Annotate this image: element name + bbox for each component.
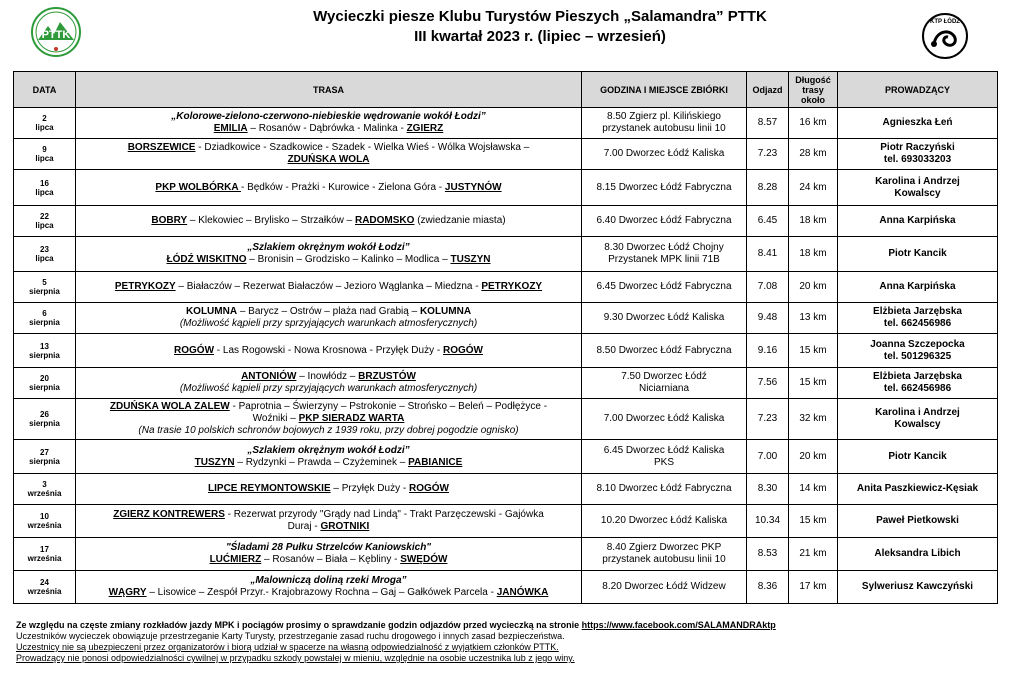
meeting-line: Przystanek MPK linii 71B	[608, 254, 720, 265]
svg-text:PTTK: PTTK	[41, 29, 71, 41]
date-month: września	[27, 554, 62, 563]
table-row	[14, 272, 998, 303]
date-cell	[14, 440, 76, 474]
date-cell	[14, 303, 76, 334]
route-place-name: ZDUŃSKA WOLA	[287, 154, 370, 165]
date-day: 24	[40, 578, 49, 587]
date-month: września	[27, 489, 62, 498]
route-line	[79, 111, 578, 123]
leader-line: tel. 501296325	[883, 350, 952, 362]
date-day: 22	[40, 212, 49, 221]
meeting-line: 8.20 Dworzec Łódź Widzew	[602, 581, 726, 592]
leader-line: tel. 693033203	[883, 154, 952, 165]
length-cell: 18 km	[789, 206, 838, 237]
route-place-name: PKP SIERADZ WARTA	[298, 413, 405, 424]
meeting-line: 10.20 Dworzec Łódź Kaliska	[600, 515, 728, 526]
route-line	[79, 123, 578, 135]
table-row	[14, 571, 998, 604]
route-line	[79, 445, 578, 457]
date-day: 20	[40, 374, 49, 383]
date-cell	[14, 571, 76, 604]
meeting-line: 8.15 Dworzec Łódź Fabryczna	[596, 181, 732, 193]
route-cell	[76, 139, 582, 170]
route-title: "Śladami 28 Pułku Strzelców Kaniowskich"	[225, 542, 432, 553]
route-cell	[76, 272, 582, 303]
meeting-cell	[582, 272, 747, 303]
route-line	[79, 318, 578, 330]
date-cell	[14, 139, 76, 170]
leader-line: Paweł Pietkowski	[876, 515, 959, 526]
meeting-cell	[582, 108, 747, 139]
meeting-line: 8.50 Zgierz pl. Kilińskiego	[607, 111, 721, 122]
meeting-line: 8.10 Dworzec Łódź Fabryczna	[596, 483, 732, 494]
footer-note-rules: Uczestników wycieczek obowiązuje przestrzeganie Karty Turysty, przestrzeganie zasad ruchu drogowego i innych zasad bezpieczeństwa.	[16, 631, 565, 641]
table-row	[14, 474, 998, 505]
route-note: (Na trasie 10 polskich schronów bojowych z 1939 roku, przy dobrej pogodzie ognisko)	[138, 425, 519, 436]
date-month: lipca	[35, 221, 54, 230]
leader-line: tel. 662456986	[883, 383, 952, 394]
route-line	[79, 554, 578, 566]
length-cell: 32 km	[789, 399, 838, 440]
date-cell	[14, 206, 76, 237]
route-note: (Możliwość kąpieli przy sprzyjających warunkach atmosferycznych)	[179, 383, 478, 394]
route-title: „Szlakiem okrężnym wokół Łodzi”	[247, 444, 410, 456]
meeting-line: 8.30 Dworzec Łódź Chojny	[604, 242, 724, 253]
leader-line: Agnieszka Łeń	[882, 117, 953, 128]
meeting-line: 7.00 Dworzec Łódź Kaliska	[603, 148, 725, 159]
meeting-cell	[582, 368, 747, 399]
leader-cell	[838, 108, 998, 139]
route-text: – Rosanów – Biała – Kębliny -	[261, 554, 401, 565]
route-place-name: TUSZYN	[450, 254, 491, 265]
meeting-cell	[582, 303, 747, 334]
leader-line: Anna Karpińska	[879, 281, 956, 292]
route-text: Duraj -	[287, 521, 321, 532]
date-month: lipca	[35, 254, 54, 263]
meeting-line: 8.40 Zgierz Dworzec PKP	[606, 542, 722, 553]
meeting-cell	[582, 440, 747, 474]
date-day: 5	[42, 278, 47, 287]
meeting-cell	[582, 505, 747, 538]
route-cell	[76, 571, 582, 604]
date-month: sierpnia	[29, 287, 60, 296]
route-place-name: ZDUŃSKA WOLA ZALEW	[109, 401, 230, 412]
route-text: – Lisowice – Zespół Przyr.- Krajobrazowy Rochna – Gaj – Gałkówek Parcela -	[146, 587, 497, 598]
departure-cell: 8.53	[747, 538, 789, 571]
leader-line: Sylweriusz Kawczyński	[861, 581, 974, 592]
date-cell	[14, 334, 76, 368]
route-cell	[76, 303, 582, 334]
date-cell	[14, 538, 76, 571]
route-line	[79, 182, 578, 194]
route-line	[79, 345, 578, 357]
date-day: 16	[40, 178, 49, 188]
date-day: 6	[42, 309, 47, 318]
route-line	[79, 142, 578, 154]
length-cell: 15 km	[789, 334, 838, 368]
route-cell	[76, 206, 582, 237]
date-month: lipca	[35, 187, 54, 197]
date-day: 23	[40, 245, 49, 254]
route-place-name: PABIANICE	[408, 456, 463, 468]
table-row	[14, 399, 998, 440]
date-cell	[14, 505, 76, 538]
date-month: września	[27, 587, 62, 596]
table-header-row	[14, 72, 998, 108]
length-cell: 15 km	[789, 505, 838, 538]
meeting-cell	[582, 206, 747, 237]
route-line	[79, 281, 578, 293]
route-cell	[76, 399, 582, 440]
route-line	[79, 483, 578, 495]
leader-cell	[838, 505, 998, 538]
route-text: – Inowłódz –	[296, 371, 359, 382]
route-cell	[76, 170, 582, 206]
route-text: – Białaczów – Rezerwat Białaczów – Jezioro Wąglanka – Miedzna -	[175, 281, 482, 292]
leader-line: Kowalscy	[894, 419, 941, 430]
leader-line: Anita Paszkiewicz-Kęsiak	[856, 483, 979, 494]
route-line	[79, 509, 578, 521]
table-row	[14, 237, 998, 272]
page-title: Wycieczki piesze Klubu Turystów Pieszych „Salamandra” PTTK	[313, 8, 767, 25]
route-text: (zwiedzanie miasta)	[414, 215, 506, 226]
meeting-cell	[582, 139, 747, 170]
meeting-cell	[582, 538, 747, 571]
route-line	[79, 575, 578, 587]
meeting-line: PKS	[653, 456, 674, 468]
column-header-meeting: GODZINA I MIEJSCE ZBIÓRKI	[582, 72, 747, 108]
route-cell	[76, 108, 582, 139]
route-line	[79, 587, 578, 599]
table-row	[14, 303, 998, 334]
departure-cell: 7.08	[747, 272, 789, 303]
route-text: – Rosanów - Dąbrówka - Malinka -	[247, 123, 407, 134]
route-text: - Dziadkowice - Szadkowice - Szadek - Wielka Wieś - Wólka Wojsławska –	[195, 142, 530, 153]
footer-note-insurance: Uczestnicy nie są ubezpieczeni przez organizatorów i biorą udział w spacerze na własną odpowiedzialność z wyjątkiem członków PTTK.	[16, 642, 559, 652]
route-place-name: SWĘDÓW	[400, 554, 448, 565]
leader-line: Piotr Kancik	[888, 450, 947, 462]
meeting-cell	[582, 170, 747, 206]
route-line	[79, 215, 578, 227]
route-text: Woźniki –	[252, 413, 299, 424]
leader-cell	[838, 272, 998, 303]
route-place-name: TUSZYN	[194, 456, 235, 468]
route-title: „Szlakiem okrężnym wokół Łodzi”	[247, 242, 410, 253]
leader-line: Elżbieta Jarzębska	[873, 371, 962, 382]
meeting-line: 7.50 Dworzec Łódź	[621, 371, 707, 382]
meeting-cell	[582, 474, 747, 505]
meeting-cell	[582, 334, 747, 368]
route-place-name: EMILIA	[213, 123, 248, 134]
route-place-name: BORSZEWICE	[127, 142, 196, 153]
departure-cell: 10.34	[747, 505, 789, 538]
route-place-name: KOLUMNA	[185, 306, 238, 317]
route-place-name: WĄGRY	[108, 587, 147, 598]
meeting-line: przystanek autobusu linii 10	[602, 123, 726, 134]
date-day: 10	[40, 512, 49, 521]
leader-cell	[838, 303, 998, 334]
meeting-cell	[582, 399, 747, 440]
route-text: – Przyłęk Duży -	[330, 483, 409, 494]
date-month: sierpnia	[29, 383, 60, 392]
route-line	[79, 154, 578, 166]
leader-line: Anna Karpińska	[879, 215, 956, 226]
leader-cell	[838, 538, 998, 571]
departure-cell: 8.28	[747, 170, 789, 206]
route-cell	[76, 440, 582, 474]
page-header	[0, 0, 1024, 70]
route-place-name: BOBRY	[151, 215, 188, 226]
footer-note-text: Ze względu na częste zmiany rozkładów jazdy MPK i pociągów prosimy o sprawdzanie godzin odjazdów przed wycieczką na stronie	[16, 620, 582, 630]
route-line	[79, 306, 578, 318]
leader-cell	[838, 571, 998, 604]
departure-cell: 7.56	[747, 368, 789, 399]
leader-cell	[838, 206, 998, 237]
departure-cell: 6.45	[747, 206, 789, 237]
leader-line: Piotr Kancik	[888, 248, 947, 259]
leader-cell	[838, 474, 998, 505]
date-day: 2	[42, 114, 47, 123]
table-row	[14, 170, 998, 206]
route-cell	[76, 538, 582, 571]
date-month: lipca	[35, 154, 54, 163]
leader-cell	[838, 440, 998, 474]
column-header-departure: Odjazd	[747, 72, 789, 108]
route-text: – Bronisin – Grodzisko – Kalinko – Modlica –	[246, 254, 451, 265]
svg-text:KTP ŁÓDŹ: KTP ŁÓDŹ	[930, 19, 960, 25]
route-place-name: ZGIERZ	[406, 123, 444, 134]
route-text: – Rydzynki – Prawda – Czyżeminek –	[234, 456, 409, 468]
leader-line: tel. 662456986	[883, 318, 952, 329]
leader-line: Aleksandra Libich	[874, 548, 961, 559]
date-month: sierpnia	[29, 419, 60, 428]
leader-line: Joanna Szczepocka	[870, 338, 965, 350]
date-month: sierpnia	[29, 456, 60, 466]
date-cell	[14, 170, 76, 206]
route-text: - Rezerwat przyrody "Grądy nad Lindą" - Trakt Parzęczewski - Gajówka	[224, 509, 544, 520]
table-row	[14, 440, 998, 474]
length-cell: 13 km	[789, 303, 838, 334]
length-cell: 15 km	[789, 368, 838, 399]
date-cell	[14, 237, 76, 272]
leader-cell	[838, 368, 998, 399]
route-text: - Będków - Prażki - Kurowice - Zielona Góra -	[240, 181, 445, 193]
column-header-leader: PROWADZĄCY	[838, 72, 998, 108]
date-month: września	[27, 521, 62, 530]
route-place-name: PETRYKOZY	[481, 281, 543, 292]
route-text: – Barycz – Ostrów – plaża nad Grabią –	[237, 306, 420, 317]
route-place-name: ZGIERZ KONTREWERS	[113, 509, 225, 520]
footer-note-liability: Prowadzący nie ponosi odpowiedzialności cywilnej w przypadku szkody powstałej w mieniu, względnie na osobie uczestnika lub z jego winy.	[16, 653, 575, 663]
column-header-route: TRASA	[76, 72, 582, 108]
date-day: 9	[42, 145, 47, 154]
route-title: „Malowniczą doliną rzeki Mroga”	[250, 575, 407, 586]
route-place-name: PETRYKOZY	[114, 281, 176, 292]
date-month: sierpnia	[29, 350, 60, 360]
date-cell	[14, 272, 76, 303]
route-line	[79, 425, 578, 437]
route-cell	[76, 368, 582, 399]
length-cell: 24 km	[789, 170, 838, 206]
date-day: 26	[40, 410, 49, 419]
column-header-date: DATA	[14, 72, 76, 108]
length-cell: 20 km	[789, 272, 838, 303]
length-cell: 21 km	[789, 538, 838, 571]
route-line	[79, 383, 578, 395]
meeting-line: 7.00 Dworzec Łódź Kaliska	[603, 413, 725, 424]
date-day: 27	[40, 447, 49, 457]
departure-cell: 8.30	[747, 474, 789, 505]
leader-cell	[838, 334, 998, 368]
meeting-line: Niciarniana	[638, 383, 690, 394]
meeting-line: 8.50 Dworzec Łódź Fabryczna	[596, 344, 732, 356]
length-cell: 28 km	[789, 139, 838, 170]
date-day: 3	[42, 480, 47, 489]
table-row	[14, 206, 998, 237]
route-line	[79, 401, 578, 413]
route-line	[79, 413, 578, 425]
route-line	[79, 542, 578, 554]
route-place-name: KOLUMNA	[419, 306, 472, 317]
route-line	[79, 457, 578, 469]
pttk-logo-icon	[30, 6, 82, 58]
route-place-name: ROGÓW	[174, 344, 215, 356]
leader-cell	[838, 399, 998, 440]
route-place-name: LIPCE REYMONTOWSKIE	[208, 483, 331, 494]
leader-line: Karolina i Andrzej	[875, 175, 960, 187]
route-cell	[76, 474, 582, 505]
route-place-name: ANTONIÓW	[241, 371, 297, 382]
page-subtitle: III kwartał 2023 r. (lipiec – wrzesień)	[414, 28, 666, 45]
route-place-name: LUĆMIERZ	[209, 554, 262, 565]
departure-cell: 9.48	[747, 303, 789, 334]
date-day: 17	[40, 545, 49, 554]
date-month: sierpnia	[29, 318, 60, 327]
departure-cell: 8.36	[747, 571, 789, 604]
leader-cell	[838, 237, 998, 272]
leader-line: Piotr Raczyński	[880, 142, 955, 153]
route-line	[79, 254, 578, 266]
route-line	[79, 371, 578, 383]
route-cell	[76, 505, 582, 538]
route-text: - Las Rogowski - Nowa Krosnowa - Przyłęk Duży -	[214, 344, 443, 356]
date-cell	[14, 474, 76, 505]
route-cell	[76, 334, 582, 368]
route-note: (Możliwość kąpieli przy sprzyjających warunkach atmosferycznych)	[179, 318, 478, 329]
meeting-line: 6.40 Dworzec Łódź Fabryczna	[596, 215, 732, 226]
leader-line: Karolina i Andrzej	[875, 407, 960, 418]
table-row	[14, 368, 998, 399]
table-row	[14, 505, 998, 538]
footer-notes	[16, 620, 1006, 664]
leader-line: Kowalscy	[894, 187, 941, 199]
ktp-salamander-logo-icon	[920, 10, 970, 62]
route-place-name: ŁÓDŹ WISKITNO	[166, 254, 247, 265]
length-cell: 14 km	[789, 474, 838, 505]
route-line	[79, 242, 578, 254]
route-place-name: BRZUSTÓW	[358, 371, 416, 382]
route-cell	[76, 237, 582, 272]
facebook-link[interactable]: https://www.facebook.com/SALAMANDRAktp	[581, 620, 776, 630]
departure-cell: 7.23	[747, 139, 789, 170]
length-cell: 17 km	[789, 571, 838, 604]
length-cell: 18 km	[789, 237, 838, 272]
route-place-name: ROGÓW	[442, 344, 483, 356]
date-cell	[14, 368, 76, 399]
route-place-name: ROGÓW	[408, 483, 449, 494]
date-cell	[14, 108, 76, 139]
meeting-cell	[582, 237, 747, 272]
table-row	[14, 108, 998, 139]
route-text: - Paprotnia – Świerzyny – Pstrokonie – Strońsko – Beleń – Podłężyce -	[229, 401, 548, 412]
meeting-line: 6.45 Dworzec Łódź Fabryczna	[596, 281, 732, 292]
date-day: 13	[40, 341, 49, 351]
departure-cell: 8.41	[747, 237, 789, 272]
route-place-name: RADOMSKO	[354, 215, 415, 226]
table-row	[14, 334, 998, 368]
table-row	[14, 139, 998, 170]
trips-table	[13, 71, 998, 604]
meeting-line: przystanek autobusu linii 10	[602, 554, 726, 565]
leader-line: Elżbieta Jarzębska	[873, 306, 962, 317]
departure-cell: 8.57	[747, 108, 789, 139]
leader-cell	[838, 139, 998, 170]
route-place-name: GROTNIKI	[320, 521, 370, 532]
departure-cell: 7.23	[747, 399, 789, 440]
route-place-name: PKP WOLBÓRKA	[155, 181, 241, 193]
table-body	[14, 108, 998, 604]
route-place-name: JANÓWKA	[496, 587, 549, 598]
leader-cell	[838, 170, 998, 206]
route-place-name: JUSTYNÓW	[444, 181, 502, 193]
date-cell	[14, 399, 76, 440]
table-row	[14, 538, 998, 571]
date-month: lipca	[35, 123, 54, 132]
column-header-length: Długość trasy około	[789, 72, 838, 108]
meeting-cell	[582, 571, 747, 604]
departure-cell: 9.16	[747, 334, 789, 368]
route-line	[79, 521, 578, 533]
meeting-line: 9.30 Dworzec Łódź Kaliska	[603, 312, 725, 323]
departure-cell: 7.00	[747, 440, 789, 474]
meeting-line: 6.45 Dworzec Łódź Kaliska	[603, 444, 725, 456]
route-title: „Kolorowe-zielono-czerwono-niebieskie wędrowanie wokół Łodzi”	[171, 111, 486, 122]
route-text: – Klekowiec – Brylisko – Strzałków –	[187, 215, 355, 226]
length-cell: 16 km	[789, 108, 838, 139]
length-cell: 20 km	[789, 440, 838, 474]
footer-note-schedule	[16, 620, 1006, 631]
